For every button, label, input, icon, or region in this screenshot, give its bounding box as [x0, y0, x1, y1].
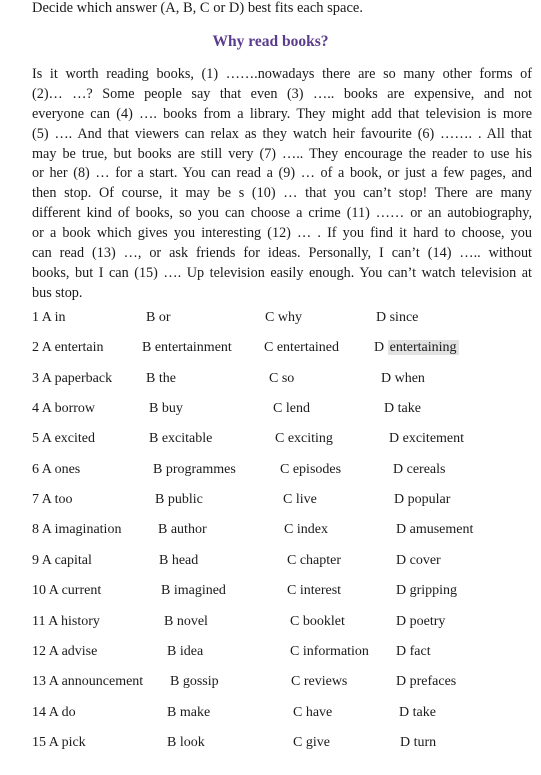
option-a: 9 A capital — [32, 552, 92, 568]
passage-line: (2)… …? Some people say that even (3) ….. books are expensive, and not — [32, 85, 532, 102]
option-c: C entertained — [264, 340, 340, 356]
option-a: 4 A borrow — [32, 401, 95, 417]
option-a: 6 A ones — [32, 461, 81, 477]
option-d: D popular — [394, 492, 451, 508]
option-d: D take — [384, 401, 421, 417]
option-c: C interest — [287, 583, 342, 599]
option-c: C so — [269, 370, 295, 386]
option-a: 15 A pick — [32, 734, 86, 750]
option-a: 13 A announcement — [32, 674, 144, 690]
option-d: D fact — [396, 643, 431, 659]
option-a: 12 A advise — [32, 643, 98, 659]
passage-line: or a book which gives you interesting (12) … . If you find it hard to choose, you — [32, 225, 532, 242]
option-c: C index — [284, 522, 328, 538]
passage-line: Is it worth reading books, (1) …….nowadays there are so many other forms of — [32, 66, 532, 82]
option-b: B gossip — [170, 674, 219, 690]
option-b: B head — [159, 552, 199, 568]
option-d: D cereals — [393, 461, 446, 477]
option-b: B excitable — [149, 431, 213, 447]
option-b: B author — [158, 522, 207, 538]
option-b: B buy — [149, 401, 183, 417]
option-b: B novel — [164, 613, 208, 629]
passage-line: can read (13) …, or ask friends for ideas. Personally, I can’t (14) ….. without — [32, 245, 532, 262]
instruction-text: Decide which answer (A, B, C or D) best fits each space. — [32, 0, 363, 16]
option-c: C lend — [273, 401, 310, 417]
option-c: C live — [283, 492, 317, 508]
option-c: C information — [290, 643, 369, 659]
option-a: 5 A excited — [32, 431, 95, 447]
option-a: 7 A too — [32, 492, 73, 508]
option-b: B imagined — [161, 583, 226, 599]
option-c: C have — [293, 704, 333, 720]
option-d: D since — [376, 310, 419, 325]
passage-line: books, but I can (15) …. Up television easily enough. You can’t watch television at — [32, 264, 532, 281]
option-b: B make — [167, 704, 211, 720]
option-d: D cover — [396, 552, 441, 568]
option-d: D take — [399, 704, 436, 720]
option-b: B public — [155, 492, 203, 508]
option-d: D when — [381, 370, 425, 386]
passage-line: (5) …. And that viewers can relax as they watch heir favourite (6) ……. . All that — [32, 125, 532, 142]
option-d-letter: D — [374, 340, 388, 356]
option-a: 8 A imagination — [32, 522, 122, 538]
option-d: D poetry — [396, 613, 446, 629]
option-b: B programmes — [153, 461, 236, 477]
option-a: 3 A paperback — [32, 370, 113, 386]
option-d-highlighted-word: entertaining — [389, 340, 457, 356]
passage-line: or her (8) … for a start. You can read a (9) … of a book, or just a few pages, and — [32, 165, 532, 182]
option-a: 14 A do — [32, 704, 76, 720]
passage-line: bus stop. — [32, 284, 83, 301]
passage-line: different kind of books, so you can choose a crime (11) …… or an autobiography, — [32, 205, 532, 222]
option-b: B the — [146, 370, 176, 386]
option-c: C chapter — [287, 552, 342, 568]
option-b: B idea — [167, 643, 204, 659]
page-title: Why read books? — [212, 33, 329, 50]
option-b: B or — [146, 310, 171, 325]
passage-line: then stop. Of course, it may be s (10) … that you can’t stop! There are many — [32, 185, 532, 202]
option-c: C give — [293, 734, 330, 750]
option-d — [374, 340, 459, 356]
option-c: C exciting — [275, 431, 333, 447]
option-d: D turn — [400, 734, 437, 750]
option-a: 11 A history — [32, 613, 100, 629]
option-d: D excitement — [389, 431, 465, 447]
option-d: D prefaces — [396, 674, 457, 690]
passage — [32, 65, 532, 304]
passage-line: everyone can (4) …. books from a library. They might add that television is more — [32, 105, 532, 122]
option-c: C why — [265, 310, 302, 325]
option-b: B look — [167, 734, 205, 750]
option-c: C reviews — [291, 674, 348, 690]
option-a: 2 A entertain — [32, 340, 104, 356]
option-c: C episodes — [280, 461, 342, 477]
option-a: 1 A in — [32, 310, 66, 325]
passage-line: may be true, but books are still very (7) ….. They encourage the reader to use his — [32, 145, 532, 162]
option-c: C booklet — [290, 613, 345, 629]
option-d: D gripping — [396, 583, 458, 599]
option-b: B entertainment — [142, 340, 232, 356]
option-d: D amusement — [396, 522, 474, 538]
option-a: 10 A current — [32, 583, 102, 599]
